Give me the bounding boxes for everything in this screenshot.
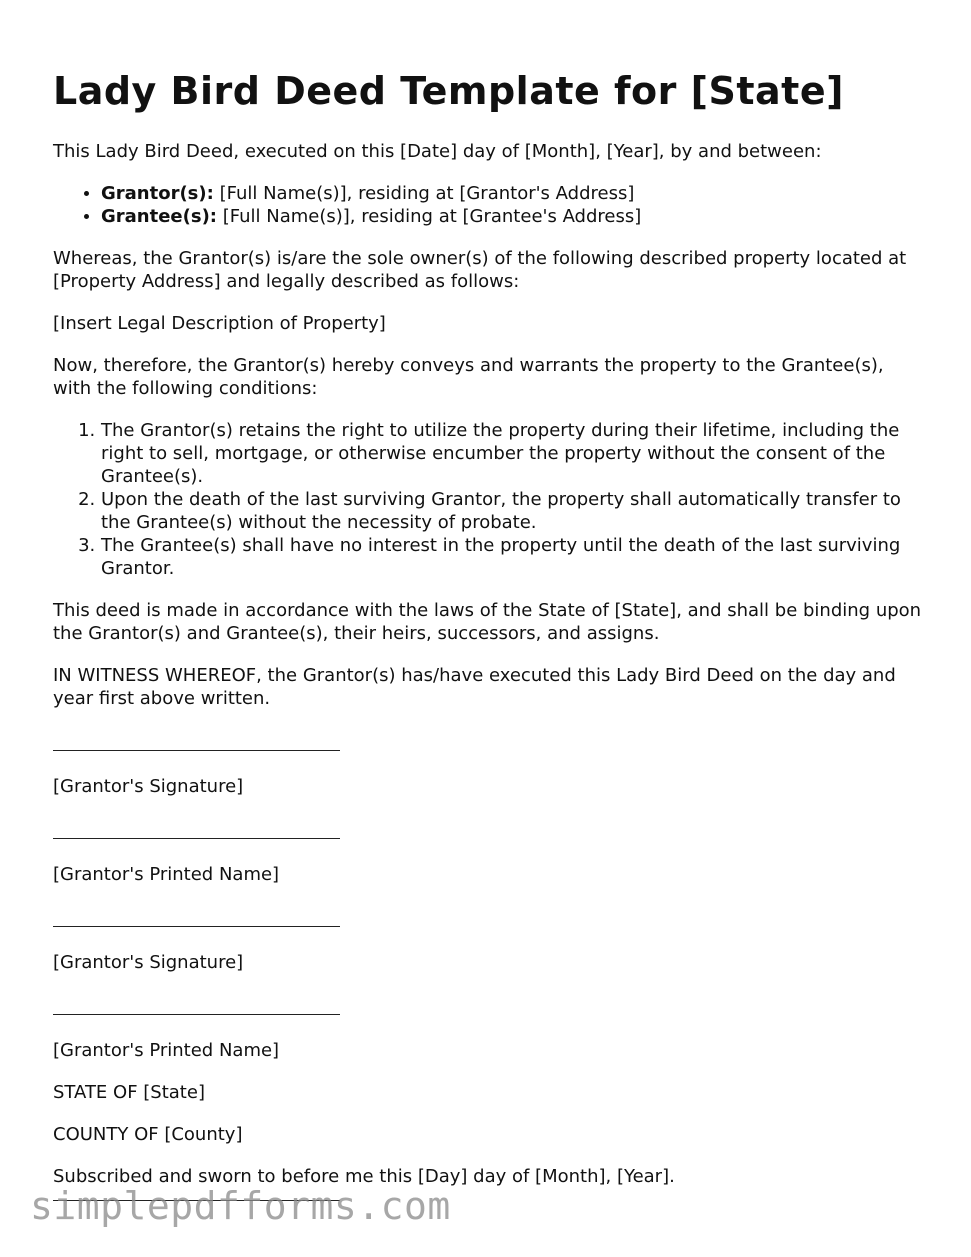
intro-paragraph: This Lady Bird Deed, executed on this [Date] day of [Month], [Year], by and between:: [53, 141, 822, 162]
party-text: [Full Name(s)], residing at [Grantor's Address]: [219, 183, 635, 204]
legal-description: [Insert Legal Description of Property]: [53, 313, 386, 334]
condition-item: 2. Upon the death of the last surviving Grantor, the property shall automatically transfer to the Grantee(s) without the necessity of probate.: [101, 488, 923, 534]
county-line: COUNTY OF [County]: [53, 1124, 243, 1145]
condition-item: 3. The Grantee(s) shall have no interest in the property until the death of the last surviving Grantor.: [101, 534, 923, 580]
now-therefore-paragraph: Now, therefore, the Grantor(s) hereby conveys and warrants the property to the Grantee(s), with the following conditions:: [53, 355, 884, 399]
party-label: Grantee(s):: [101, 206, 217, 227]
printed-name-label: [Grantor's Printed Name]: [53, 864, 280, 885]
parties-list: [53, 182, 923, 228]
sworn-statement: Subscribed and sworn to before me this [Day] day of [Month], [Year].: [53, 1166, 675, 1187]
party-grantee: [101, 205, 923, 228]
condition-item: 1. The Grantor(s) retains the right to utilize the property during their lifetime, including the right to sell, mortgage, or otherwise encumber the property without the consent of the Grantee(s).: [101, 419, 923, 488]
signature-line[interactable]: [53, 926, 340, 927]
witness-paragraph: IN WITNESS WHEREOF, the Grantor(s) has/have executed this Lady Bird Deed on the day and year first above written.: [53, 665, 896, 709]
site-watermark: simplepdfforms.com: [30, 1184, 451, 1228]
conditions-list: [53, 419, 923, 580]
signature-label: [Grantor's Signature]: [53, 952, 244, 973]
whereas-paragraph: Whereas, the Grantor(s) is/are the sole owner(s) of the following described property located at [Property Address] and legally described as follows:: [53, 248, 907, 292]
state-line: STATE OF [State]: [53, 1082, 205, 1103]
binding-paragraph: This deed is made in accordance with the laws of the State of [State], and shall be binding upon the Grantor(s) and Grantee(s), their heirs, successors, and assigns.: [53, 600, 922, 644]
signature-line[interactable]: [53, 750, 340, 751]
party-grantor: [101, 182, 923, 205]
printed-name-label: [Grantor's Printed Name]: [53, 1040, 280, 1061]
document-body: [53, 140, 923, 1207]
party-label: Grantor(s):: [101, 183, 214, 204]
document-title: Lady Bird Deed Template for [State]: [53, 69, 844, 113]
party-text: [Full Name(s)], residing at [Grantee's Address]: [222, 206, 642, 227]
printed-name-line[interactable]: [53, 838, 340, 839]
printed-name-line[interactable]: [53, 1014, 340, 1015]
signature-label: [Grantor's Signature]: [53, 776, 244, 797]
